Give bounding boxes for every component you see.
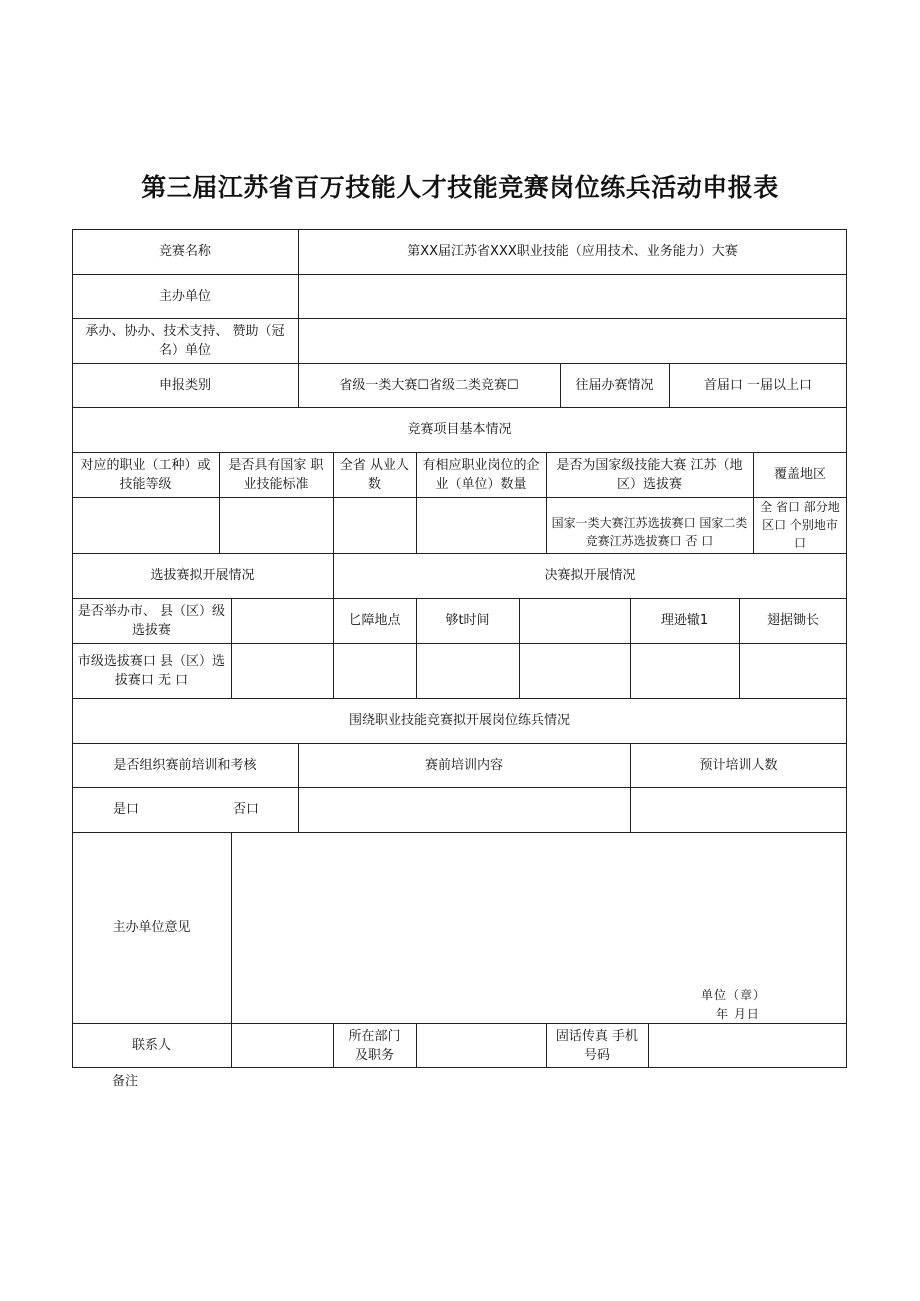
training-question-header: 是否组织赛前培训和考核: [113, 757, 257, 773]
contact-label: 联系人: [131, 1038, 171, 1053]
opinion-label: 主办单位意见: [112, 920, 191, 935]
preliminary-question: 是否举办市、 县（区）级选拔赛: [77, 603, 226, 638]
category-options[interactable]: 省级一类大赛☐省级二类竞赛☐: [339, 377, 519, 393]
organizer-label: 主办单位: [158, 288, 211, 304]
training-yes-checkbox[interactable]: 是口: [112, 802, 139, 817]
opinion-field[interactable]: [231, 832, 847, 982]
competition-name-label: 竞赛名称: [158, 244, 211, 259]
preliminary-detail-field[interactable]: [231, 643, 333, 698]
preliminary-title: 选拔赛拟开展情况: [150, 568, 255, 583]
national-standard-field[interactable]: [219, 497, 333, 553]
preliminary-answer-field[interactable]: [231, 598, 333, 643]
coverage-options[interactable]: 全 省口 部分地区口 个别地市口: [760, 500, 840, 550]
final-col5-header: 翅据锄长: [766, 613, 819, 628]
history-options[interactable]: 首届口 一届以上口: [703, 377, 813, 393]
occupation-header: 对应的职业（工种）或技能等级: [80, 457, 211, 492]
section-basic-title: 竞赛项目基本情况: [407, 422, 512, 437]
section-training-title: 围绕职业技能竞赛拟开展岗位练兵情况: [348, 713, 570, 728]
final-col4-header: 理逊辙1: [660, 613, 709, 628]
training-no-checkbox[interactable]: 否口: [232, 802, 259, 817]
enterprise-count-field[interactable]: [416, 497, 546, 553]
contact-field[interactable]: [231, 1023, 333, 1068]
dept-label: 所在部门及职务: [348, 1028, 401, 1063]
training-count-header: 预计培训人数: [699, 757, 778, 773]
final-col4-field[interactable]: [630, 643, 739, 698]
final-venue-field[interactable]: [333, 643, 416, 698]
dept-field[interactable]: [416, 1023, 546, 1068]
coverage-header: 覆盖地区: [773, 467, 826, 482]
category-label: 申报类别: [158, 377, 211, 393]
final-time-field[interactable]: [416, 643, 519, 698]
national-standard-header: 是否具有国家 职业技能标准: [228, 457, 324, 492]
final-blank-field[interactable]: [519, 643, 630, 698]
final-title: 决赛拟开展情况: [544, 568, 636, 583]
final-blank-header: [519, 598, 630, 643]
remark-label: 备注: [112, 1074, 139, 1089]
date-label: 年 月日: [716, 1007, 760, 1021]
final-time-header: 够t时间: [445, 613, 490, 628]
national-selection-options[interactable]: 国家一类大赛江苏选拔赛口 国家二类竞赛江苏选拔赛口 否 口: [551, 515, 748, 548]
form-title: 第三届江苏省百万技能人才技能竞赛岗位练兵活动申报表: [141, 173, 779, 202]
phone-field[interactable]: [648, 1023, 847, 1068]
preliminary-options[interactable]: 市级选拔赛口 县（区）选拔赛口 无 口: [77, 653, 226, 688]
history-label: 往届办赛情况: [575, 377, 654, 393]
training-content-field[interactable]: [298, 787, 630, 832]
competition-name-field[interactable]: 第XX届江苏省XXX职业技能（应用技术、业务能力）大赛: [407, 244, 738, 259]
practitioners-header: 全省 从业人数: [339, 457, 410, 492]
final-col5-field[interactable]: [739, 643, 847, 698]
national-selection-header: 是否为国家级技能大赛 江苏（地区）选拔赛: [556, 457, 743, 492]
organizer-field[interactable]: [298, 274, 847, 318]
final-venue-header: 匕障地点: [348, 613, 401, 628]
phone-label: 固话传真 手机号码: [555, 1028, 639, 1063]
practitioners-field[interactable]: [333, 497, 416, 553]
enterprise-count-header: 有相应职业岗位的企业（单位）数量: [422, 457, 540, 492]
training-count-field[interactable]: [630, 787, 847, 832]
occupation-field[interactable]: [72, 497, 219, 553]
co-organizer-label: 承办、协办、技术支持、 赞助（冠名）单位: [85, 323, 285, 358]
co-organizer-field[interactable]: [298, 318, 847, 363]
training-content-header: 赛前培训内容: [424, 757, 503, 773]
seal-label: 单位（章）: [701, 988, 767, 1002]
